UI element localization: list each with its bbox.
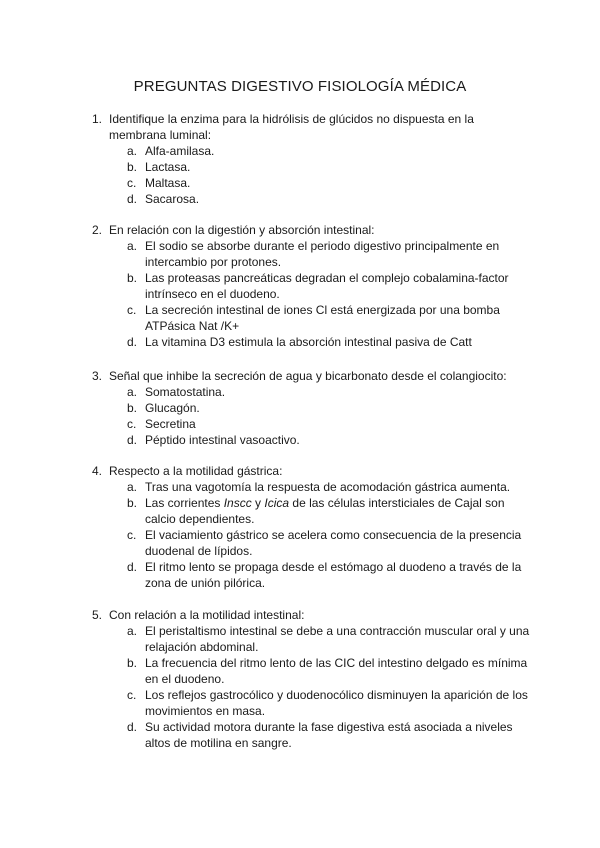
- option-text: Alfa-amilasa.: [145, 144, 215, 158]
- question-text: Identifique la enzima para la hidrólisis de glúcidos no dispuesta en la membrana luminal:: [109, 112, 474, 142]
- current-name-icica: Icica: [264, 496, 290, 510]
- option-c: [92, 302, 532, 334]
- option-c: [92, 175, 532, 191]
- option-text: Las proteasas pancreáticas degradan el complejo cobalamina-factor intrínseco en el duodeno.: [145, 271, 509, 301]
- option-text: Somatostatina.: [145, 385, 226, 399]
- option-letter: b.: [127, 496, 138, 510]
- option-text: La secreción intestinal de iones Cl está energizada por una bomba ATPásica Nat /K+: [145, 303, 500, 333]
- option-text-part: Las corrientes: [145, 496, 224, 510]
- option-letter: c.: [127, 176, 137, 190]
- option-letter: a.: [127, 480, 138, 494]
- option-text: El sodio se absorbe durante el periodo digestivo principalmente en intercambio por protones.: [145, 239, 500, 269]
- option-text: Maltasa.: [145, 176, 191, 190]
- option-c: [92, 527, 532, 559]
- option-letter: d.: [127, 560, 138, 574]
- question-number: 4.: [92, 464, 103, 478]
- question-number: 1.: [92, 112, 103, 126]
- option-letter: c.: [127, 688, 137, 702]
- option-text: La vitamina D3 estimula la absorción intestinal pasiva de Catt: [145, 335, 472, 349]
- question-text: En relación con la digestión y absorción intestinal:: [109, 223, 375, 237]
- option-letter: d.: [127, 433, 138, 447]
- option-text: [145, 496, 505, 526]
- option-text: El vaciamiento gástrico se acelera como consecuencia de la presencia duodenal de lípidos.: [145, 528, 522, 558]
- question-1: [92, 111, 532, 207]
- page-title: PREGUNTAS DIGESTIVO FISIOLOGÍA MÉDICA: [133, 78, 467, 95]
- option-letter: d.: [127, 192, 138, 206]
- option-letter: c.: [127, 417, 137, 431]
- option-b: [92, 495, 532, 527]
- option-text: La frecuencia del ritmo lento de las CIC del intestino delgado es mínima en el duodeno.: [145, 656, 528, 686]
- options-list: [92, 384, 532, 448]
- option-letter: b.: [127, 656, 138, 670]
- question-3: [92, 368, 532, 448]
- option-letter: a.: [127, 624, 138, 638]
- option-letter: a.: [127, 385, 138, 399]
- option-letter: a.: [127, 239, 138, 253]
- option-text: El ritmo lento se propaga desde el estómago al duodeno a través de la zona de unión pilórica.: [145, 560, 522, 590]
- question-2: [92, 222, 532, 350]
- question-4: [92, 463, 532, 591]
- option-text: Lactasa.: [145, 160, 191, 174]
- question-text: Señal que inhibe la secreción de agua y bicarbonato desde el colangiocito:: [109, 369, 507, 383]
- option-b: [92, 159, 532, 175]
- current-name-inscc: Inscc: [223, 496, 252, 510]
- option-letter: a.: [127, 144, 138, 158]
- option-text-part: y: [251, 496, 265, 510]
- option-b: [92, 655, 532, 687]
- option-letter: c.: [127, 528, 137, 542]
- question-number: 3.: [92, 369, 103, 383]
- option-a: [92, 479, 532, 495]
- option-letter: b.: [127, 271, 138, 285]
- option-text: Tras una vagotomía la respuesta de acomodación gástrica aumenta.: [145, 480, 511, 494]
- question-5: [92, 607, 532, 751]
- question-number: 5.: [92, 608, 103, 622]
- option-letter: d.: [127, 335, 138, 349]
- option-a: [92, 623, 532, 655]
- option-a: [92, 238, 532, 270]
- option-b: [92, 400, 532, 416]
- option-text: Secretina: [145, 417, 196, 431]
- option-d: [92, 432, 532, 448]
- option-d: [92, 191, 532, 207]
- options-list: [92, 479, 532, 591]
- question-text: Respecto a la motilidad gástrica:: [109, 464, 283, 478]
- option-text: Su actividad motora durante la fase digestiva está asociada a niveles altos de motilina en sangre.: [145, 720, 513, 750]
- option-a: [92, 143, 532, 159]
- options-list: [92, 623, 532, 751]
- option-text: Glucagón.: [145, 401, 200, 415]
- options-list: [92, 143, 532, 207]
- option-d: [92, 334, 532, 350]
- option-d: [92, 559, 532, 591]
- option-text-part: de las células intersticiales de Cajal son calcio dependientes.: [145, 496, 505, 526]
- option-letter: d.: [127, 720, 138, 734]
- option-letter: b.: [127, 401, 138, 415]
- question-text: Con relación a la motilidad intestinal:: [109, 608, 305, 622]
- question-number: 2.: [92, 223, 103, 237]
- option-text: Péptido intestinal vasoactivo.: [145, 433, 300, 447]
- option-b: [92, 270, 532, 302]
- option-text: Sacarosa.: [145, 192, 200, 206]
- option-a: [92, 384, 532, 400]
- options-list: [92, 238, 532, 350]
- option-c: [92, 687, 532, 719]
- option-letter: b.: [127, 160, 138, 174]
- option-letter: c.: [127, 303, 137, 317]
- option-text: Los reflejos gastrocólico y duodenocólico disminuyen la aparición de los movimientos en masa.: [145, 688, 528, 718]
- option-text: El peristaltismo intestinal se debe a una contracción muscular oral y una relajación abdominal.: [145, 624, 530, 654]
- option-c: [92, 416, 532, 432]
- option-d: [92, 719, 532, 751]
